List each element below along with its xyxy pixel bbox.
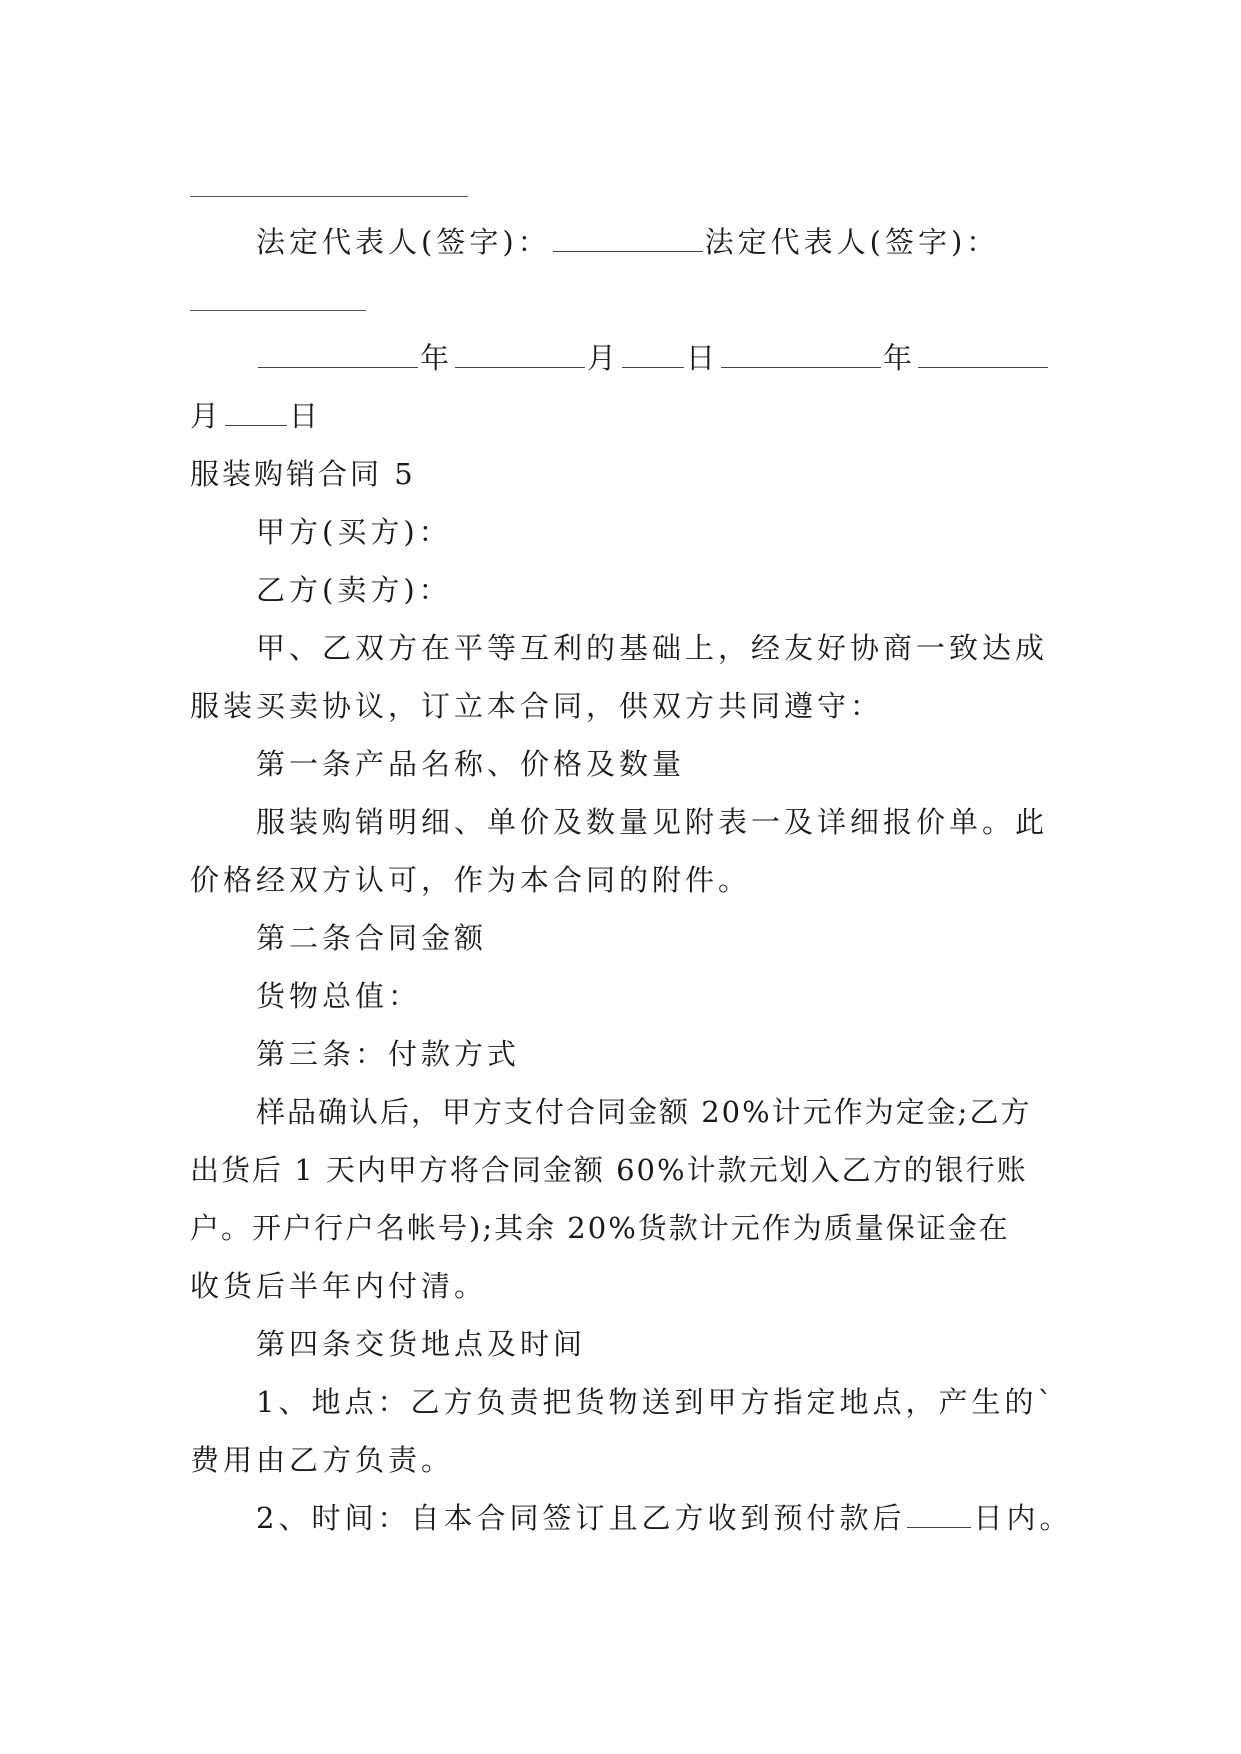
year-a-label: 年 (420, 341, 454, 375)
article-4-item-2 (256, 1500, 1072, 1536)
article-1-body-1: 服装购销明细、单价及数量见附表一及详细报价单。此 (256, 805, 1049, 839)
month-b-label: 月 (190, 399, 224, 433)
party-b: 乙方(卖方)： (256, 573, 452, 607)
signature-line-top (190, 196, 468, 197)
article-4-title: 第四条交货地点及时间 (256, 1327, 587, 1361)
year-b-label: 年 (883, 341, 917, 375)
article-4-item-1-line-1: 1、地点：乙方负责把货物送到甲方指定地点，产生的` (256, 1385, 1056, 1419)
day-a-label: 日 (686, 341, 720, 375)
article-3-title: 第三条：付款方式 (256, 1037, 521, 1071)
article-3-body-4: 收货后半年内付清。 (190, 1269, 488, 1303)
article-4-item-1-line-2: 费用由乙方负责。 (190, 1443, 455, 1477)
date-row-continued (190, 398, 322, 434)
day-a-blank (622, 341, 684, 368)
article-1-title: 第一条产品名称、价格及数量 (256, 747, 686, 781)
intro-line-1: 甲、乙双方在平等互利的基础上，经友好协商一致达成 (256, 631, 1049, 665)
article-3-body-1: 样品确认后，甲方支付合同金额 20%计元作为定金;乙方 (256, 1095, 1032, 1129)
month-b-blank (918, 341, 1048, 368)
party-a: 甲方(买方)： (256, 515, 452, 549)
intro-line-2: 服装买卖协议，订立本合同，供双方共同遵守： (190, 689, 884, 723)
article-1-body-2: 价格经双方认可，作为本合同的附件。 (190, 863, 752, 897)
month-a-blank (455, 341, 585, 368)
legal-rep-a-label: 法定代表人(签字)： (256, 225, 551, 259)
article-2-body: 货物总值： (256, 979, 422, 1013)
month-a-label: 月 (587, 341, 621, 375)
legal-representative-row (256, 224, 999, 260)
article-4-item-2-suffix: 日内。 (973, 1501, 1073, 1535)
article-4-item-2-prefix: 2、时间：自本合同签订且乙方收到预付款后 (256, 1501, 906, 1535)
day-b-blank (225, 399, 287, 426)
article-2-title: 第二条合同金额 (256, 921, 488, 955)
contract-title: 服装购销合同 5 (190, 457, 416, 491)
signature-line-b (190, 310, 366, 311)
days-blank (907, 1501, 971, 1528)
day-b-label: 日 (289, 399, 323, 433)
year-b-blank (721, 341, 881, 368)
legal-rep-b-label: 法定代表人(签字)： (704, 225, 1000, 259)
article-3-body-2: 出货后 1 天内甲方将合同金额 60%计款元划入乙方的银行账 (190, 1153, 1028, 1187)
date-row (256, 340, 1050, 376)
year-a-blank (258, 341, 418, 368)
legal-rep-a-blank (553, 225, 703, 252)
article-3-body-3: 户。开户行户名帐号);其余 20%货款计元作为质量保证金在 (190, 1211, 1010, 1245)
